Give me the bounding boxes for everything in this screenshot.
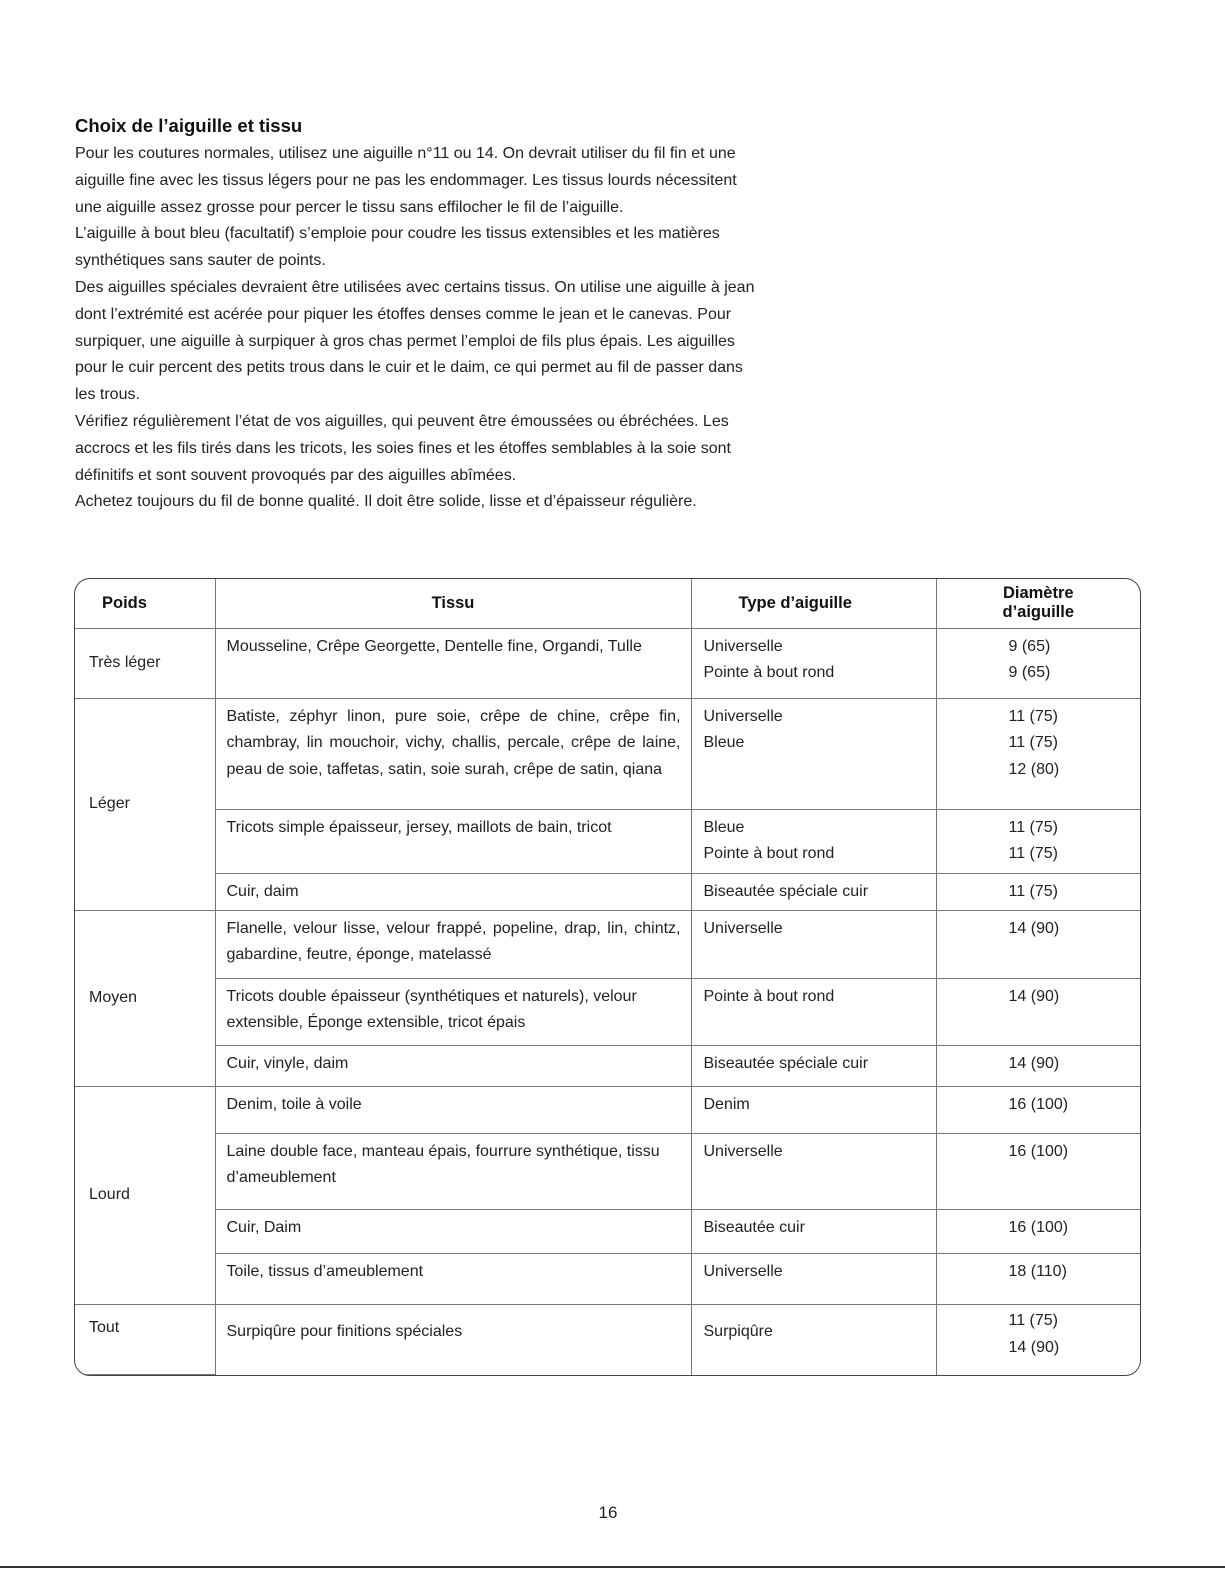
tissu-cell: Laine double face, manteau épais, fourrure synthétique, tissu d’ameublement bbox=[215, 1133, 691, 1209]
table-row bbox=[75, 1133, 1140, 1209]
type-value: Biseautée cuir bbox=[703, 1218, 805, 1236]
table-header-row bbox=[75, 579, 1140, 628]
type-value: Biseautée spéciale cuir bbox=[703, 882, 869, 900]
diametre-value: 14 (90) bbox=[1008, 987, 1060, 1005]
diametre-cell bbox=[936, 1086, 1140, 1133]
diametre-cell bbox=[936, 1253, 1140, 1304]
tissu-cell: Mousseline, Crêpe Georgette, Dentelle fine, Organdi, Tulle bbox=[215, 628, 691, 698]
diametre-cell bbox=[936, 698, 1140, 809]
poids-cell: Tout bbox=[75, 1304, 215, 1375]
table-row bbox=[75, 698, 1140, 809]
tissu-cell: Cuir, vinyle, daim bbox=[215, 1045, 691, 1086]
diametre-cell bbox=[936, 1045, 1140, 1086]
needle-fabric-table bbox=[74, 578, 1141, 1376]
type-value: Pointe à bout rond bbox=[703, 845, 835, 863]
diametre-cell bbox=[936, 1133, 1140, 1209]
type-cell bbox=[691, 873, 936, 910]
intro-line: définitifs et sont souvent provoqués par des aiguilles abîmées. bbox=[75, 466, 517, 484]
header-type-aiguille: Type d’aiguille bbox=[691, 579, 936, 628]
diametre-value: 14 (90) bbox=[1008, 1338, 1060, 1356]
tissu-cell: Denim, toile à voile bbox=[215, 1086, 691, 1133]
table-row bbox=[75, 1086, 1140, 1133]
tissu-cell: Cuir, Daim bbox=[215, 1209, 691, 1253]
header-diametre-line2: d’aiguille bbox=[1002, 603, 1074, 622]
diametre-value: 11 (75) bbox=[1008, 1311, 1059, 1329]
type-value: Surpiqûre bbox=[703, 1323, 773, 1341]
type-cell bbox=[691, 1086, 936, 1133]
diametre-cell bbox=[936, 628, 1140, 698]
diametre-value: 16 (100) bbox=[1008, 1095, 1069, 1113]
type-cell bbox=[691, 1253, 936, 1304]
diametre-value: 12 (80) bbox=[1008, 760, 1060, 778]
type-cell bbox=[691, 1045, 936, 1086]
type-value: Universelle bbox=[703, 637, 783, 655]
diametre-cell bbox=[936, 809, 1140, 873]
table-row bbox=[75, 628, 1140, 698]
tissu-cell: Flanelle, velour lisse, velour frappé, popeline, drap, lin, chintz, gabardine, feutre, éponge, matelassé bbox=[215, 910, 691, 978]
type-value: Bleue bbox=[703, 734, 745, 752]
type-cell bbox=[691, 1304, 936, 1375]
poids-cell: Moyen bbox=[75, 910, 215, 1086]
intro-line: les trous. bbox=[75, 386, 140, 404]
diametre-value: 14 (90) bbox=[1008, 919, 1060, 937]
tissu-cell: Batiste, zéphyr linon, pure soie, crêpe de chine, crêpe fin, chambray, lin mouchoir, vichy, challis, percale, crêpe de laine, peau de soie, taffetas, satin, soie surah, crêpe de satin, qiana bbox=[215, 698, 691, 809]
type-value: Universelle bbox=[703, 1142, 783, 1160]
table-row bbox=[75, 809, 1140, 873]
diametre-cell bbox=[936, 910, 1140, 978]
intro-line: dont l’extrémité est acérée pour piquer les étoffes denses comme le jean et le canevas. Pour bbox=[75, 305, 732, 323]
type-cell bbox=[691, 978, 936, 1045]
header-diametre-line1: Diamètre bbox=[1002, 584, 1074, 603]
header-diametre bbox=[936, 579, 1140, 628]
tissu-cell: Tricots double épaisseur (synthétiques et naturels), velour extensible, Éponge extensible, tricot épais bbox=[215, 978, 691, 1045]
diametre-cell bbox=[936, 873, 1140, 910]
diametre-cell bbox=[936, 1304, 1140, 1375]
diametre-value: 9 (65) bbox=[1008, 664, 1051, 682]
type-cell bbox=[691, 628, 936, 698]
tissu-cell: Surpiqûre pour finitions spéciales bbox=[215, 1304, 691, 1375]
poids-cell: Lourd bbox=[75, 1086, 215, 1304]
diametre-value: 9 (65) bbox=[1008, 637, 1051, 655]
intro-line: pour le cuir percent des petits trous dans le cuir et le daim, ce qui permet au fil de passer dans bbox=[75, 359, 743, 377]
type-cell bbox=[691, 1133, 936, 1209]
table-row bbox=[75, 1209, 1140, 1253]
type-cell bbox=[691, 698, 936, 809]
poids-cell: Très léger bbox=[75, 628, 215, 698]
diametre-value: 14 (90) bbox=[1008, 1054, 1060, 1072]
type-value: Bleue bbox=[703, 818, 745, 836]
intro-line: Vérifiez régulièrement l’état de vos aiguilles, qui peuvent être émoussées ou ébréchées. Les bbox=[75, 412, 729, 430]
tissu-cell: Toile, tissus d’ameublement bbox=[215, 1253, 691, 1304]
diametre-value: 18 (110) bbox=[1008, 1262, 1067, 1280]
diametre-value: 11 (75) bbox=[1008, 882, 1059, 900]
intro-line: Pour les coutures normales, utilisez une aiguille n°11 ou 14. On devrait utiliser du fil fin et une bbox=[75, 145, 736, 162]
type-value: Pointe à bout rond bbox=[703, 664, 835, 682]
table-row bbox=[75, 978, 1140, 1045]
page-bottom-rule bbox=[0, 1566, 1225, 1568]
intro-line: une aiguille assez grosse pour percer le tissu sans effilocher le fil de l’aiguille. bbox=[75, 198, 624, 216]
type-value: Universelle bbox=[703, 1262, 783, 1280]
intro-line: accrocs et les fils tirés dans les tricots, les soies fines et les étoffes semblables à la soie sont bbox=[75, 439, 731, 457]
diametre-value: 11 (75) bbox=[1008, 818, 1059, 836]
type-value: Biseautée spéciale cuir bbox=[703, 1054, 869, 1072]
table-row bbox=[75, 1304, 1140, 1375]
table-row bbox=[75, 873, 1140, 910]
header-poids: Poids bbox=[75, 579, 215, 628]
intro-line: L’aiguille à bout bleu (facultatif) s’emploie pour coudre les tissus extensibles et les matières bbox=[75, 225, 720, 243]
tissu-cell: Cuir, daim bbox=[215, 873, 691, 910]
section-title: Choix de l’aiguille et tissu bbox=[75, 115, 303, 136]
type-value: Pointe à bout rond bbox=[703, 987, 835, 1005]
intro-line: synthétiques sans sauter de points. bbox=[75, 252, 326, 270]
diametre-value: 11 (75) bbox=[1008, 734, 1059, 752]
diametre-value: 16 (100) bbox=[1008, 1142, 1069, 1160]
diametre-cell bbox=[936, 978, 1140, 1045]
table-row bbox=[75, 1253, 1140, 1304]
header-tissu: Tissu bbox=[215, 579, 691, 628]
tissu-cell: Tricots simple épaisseur, jersey, maillots de bain, tricot bbox=[215, 809, 691, 873]
intro-line: Achetez toujours du fil de bonne qualité. Il doit être solide, lisse et d’épaisseur régulière. bbox=[75, 493, 697, 511]
poids-cell: Léger bbox=[75, 698, 215, 910]
intro-line: surpiquer, une aiguille à surpiquer à gros chas permet l’emploi de fils plus épais. Les aiguilles bbox=[75, 332, 735, 350]
table-row bbox=[75, 1045, 1140, 1086]
type-value: Universelle bbox=[703, 707, 783, 725]
type-cell bbox=[691, 1209, 936, 1253]
intro-line: aiguille fine avec les tissus légers pour ne pas les endommager. Les tissus lourds nécessitent bbox=[75, 171, 737, 189]
type-value: Universelle bbox=[703, 919, 783, 937]
table-row bbox=[75, 910, 1140, 978]
intro-text bbox=[75, 141, 845, 516]
type-cell bbox=[691, 910, 936, 978]
diametre-value: 11 (75) bbox=[1008, 707, 1059, 725]
diametre-cell bbox=[936, 1209, 1140, 1253]
type-cell bbox=[691, 809, 936, 873]
intro-line: Des aiguilles spéciales devraient être utilisées avec certains tissus. On utilise une aiguille à jean bbox=[75, 278, 755, 296]
type-value: Denim bbox=[703, 1095, 750, 1113]
diametre-value: 11 (75) bbox=[1008, 845, 1059, 863]
page-number: 16 bbox=[598, 1503, 618, 1522]
diametre-value: 16 (100) bbox=[1008, 1218, 1069, 1236]
